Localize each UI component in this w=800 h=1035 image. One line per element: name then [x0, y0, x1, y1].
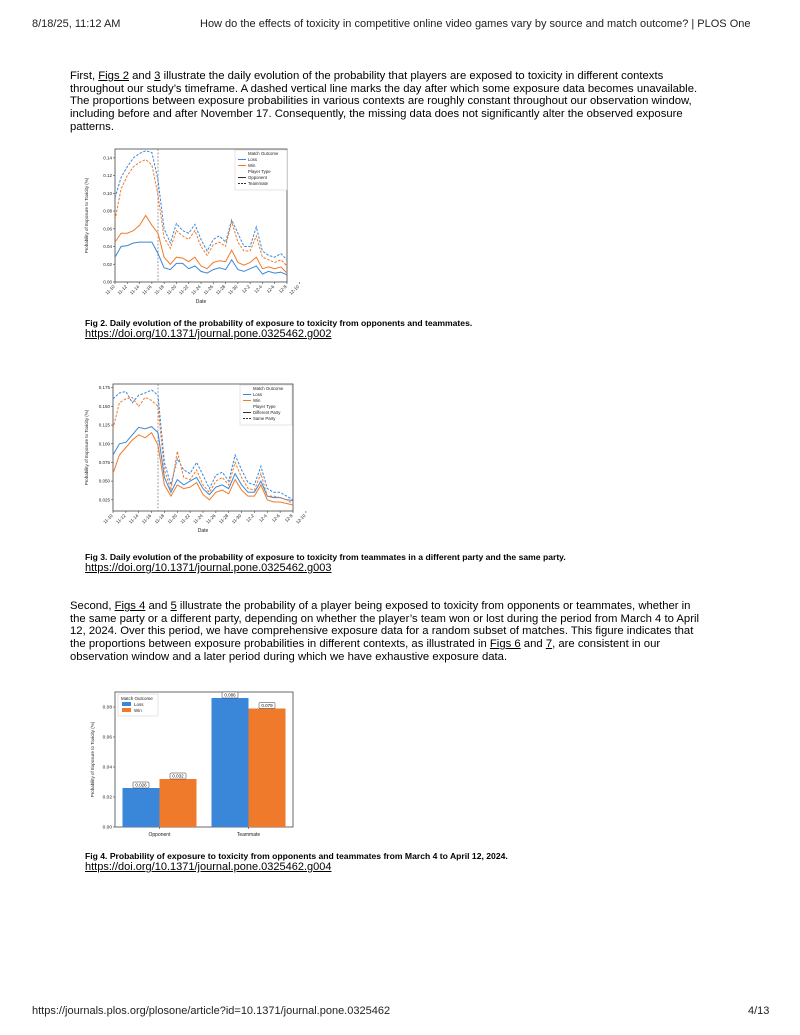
legend-title: Match Outcome — [121, 696, 153, 701]
link-fig-3[interactable]: 3 — [154, 70, 161, 82]
y-tick-label: 0.04 — [102, 765, 112, 771]
x-tick-label: 12-10 — [288, 284, 300, 296]
para1-text-2: and — [129, 70, 155, 82]
figure-4-caption: Fig 4. Probability of exposure to toxicity from opponents and teammates from March 4 to April 12, 2024. — [85, 851, 508, 861]
link-figs-2[interactable]: Figs 2 — [98, 70, 130, 82]
x-tick-label: 12-8 — [283, 513, 294, 524]
x-tick-label: 12-2 — [245, 513, 256, 524]
legend-entry: Same Party — [253, 416, 276, 421]
x-tick-label: 11-14 — [128, 284, 141, 296]
print-timestamp: 8/18/25, 11:12 AM — [32, 18, 121, 30]
para2-text-2: and — [145, 600, 171, 612]
figure-2-doi-link-wrap — [85, 328, 331, 340]
bar-win-opponent — [160, 779, 197, 827]
x-tick-label: 11-30 — [230, 513, 243, 525]
y-tick-label: 0.075 — [98, 459, 110, 465]
y-tick-label: 0.10 — [103, 190, 112, 196]
x-tick-label: 12-4 — [258, 513, 268, 524]
link-fig-7[interactable]: 7 — [545, 638, 553, 651]
y-tick-label: 0.08 — [103, 208, 112, 214]
legend-entry: Loss — [248, 157, 258, 162]
x-tick-label: 11-22 — [177, 284, 190, 296]
legend-entry: Win — [253, 398, 261, 403]
x-tick-label: 12-8 — [277, 284, 288, 295]
series-line-loss-opponent — [115, 242, 287, 275]
x-tick-label: 11-12 — [115, 513, 127, 525]
y-axis-label: Probability of Exposure to Toxicity (%) — [84, 177, 89, 254]
legend-entry: Loss — [253, 392, 263, 397]
link-figs-4[interactable]: Figs 4 — [114, 600, 146, 612]
x-axis-label: Date — [195, 299, 207, 305]
x-tick-label: 11-26 — [205, 513, 217, 525]
para1-text-1: First, — [70, 70, 99, 82]
legend-entry: Opponent — [248, 175, 267, 180]
print-url: https://journals.plos.org/plosone/article?id=10.1371/journal.pone.0325462 — [32, 1005, 391, 1017]
legend-entry: Win — [134, 708, 142, 713]
page-title: How do the effects of toxicity in competitive online video games vary by source and match outcome? | PLOS One — [200, 18, 751, 30]
y-tick-label: 0.150 — [98, 403, 110, 409]
x-axis-label: Date — [197, 528, 209, 534]
y-axis-label: Probability of Exposure to Toxicity (%) — [84, 409, 89, 486]
figure-4-doi-link-wrap — [85, 861, 331, 873]
y-tick-label: 0.00 — [103, 279, 112, 285]
data-label: 0.026 — [135, 782, 147, 788]
para2-text-1: Second, — [70, 600, 115, 612]
legend-entry: Player Type — [248, 169, 271, 174]
figure-3-caption: Fig 3. Daily evolution of the probability of exposure to toxicity from teammates in a different party and the same party. — [85, 552, 566, 562]
y-tick-label: 0.08 — [102, 705, 112, 711]
x-tick-label: 11-10 — [102, 513, 114, 525]
x-tick-label: 11-20 — [165, 284, 178, 296]
series-line-loss-different-party — [113, 427, 293, 501]
legend-entry: Win — [248, 163, 256, 168]
x-tick-label: 11-20 — [166, 513, 178, 525]
x-tick-label: 11-28 — [217, 513, 230, 525]
figure-3-doi-link[interactable]: https://doi.org/10.1371/journal.pone.0325462.g003 — [85, 562, 332, 574]
para2-text-4: and — [520, 638, 546, 651]
bar-loss-opponent — [123, 788, 160, 827]
x-tick-label: 12-4 — [253, 284, 264, 295]
x-tick-label: 12-2 — [240, 284, 251, 295]
legend-swatch — [122, 702, 131, 706]
page-number: 4/13 — [748, 1005, 770, 1017]
y-tick-label: 0.00 — [102, 825, 112, 831]
legend-entry: Player Type — [253, 404, 276, 409]
y-tick-label: 0.025 — [98, 497, 110, 503]
y-tick-label: 0.12 — [103, 173, 112, 179]
data-label: 0.086 — [224, 692, 236, 698]
legend-entry: Loss — [134, 702, 144, 707]
x-tick-label: 11-10 — [104, 284, 116, 296]
y-tick-label: 0.175 — [98, 385, 110, 391]
x-tick-label: 11-18 — [153, 513, 166, 525]
link-fig-5[interactable]: 5 — [170, 600, 177, 612]
x-tick-label: 11-18 — [153, 284, 165, 296]
x-tick-label: 12-6 — [270, 513, 281, 524]
x-tick-label: 12-10 — [294, 513, 307, 525]
para1-text-3: illustrate the daily evolution of the probability that players are exposed to toxicity in different contexts throughout our study’s timeframe. A dashed vertical line marks the day after which some exposure data becomes unavailable. The proportions between exposure probabilities in various contexts are roughly constant throughout our observation window, including before and after November 17. Consequently, the missing data does not significantly alter the observed exposure patterns. — [70, 70, 698, 133]
y-tick-label: 0.06 — [102, 735, 112, 741]
legend-entry: Different Party — [253, 410, 281, 415]
data-label: 0.032 — [172, 773, 184, 779]
bar-win-teammate — [249, 709, 286, 828]
y-tick-label: 0.100 — [98, 441, 110, 447]
paragraph-second — [70, 600, 700, 664]
y-tick-label: 0.050 — [98, 478, 110, 484]
y-tick-label: 0.02 — [103, 261, 112, 267]
x-tick-label: 11-14 — [127, 513, 140, 525]
y-tick-label: 0.02 — [102, 795, 112, 801]
y-tick-label: 0.04 — [103, 244, 112, 250]
x-tick-label: 11-24 — [192, 513, 204, 525]
paragraph-intro — [70, 70, 700, 134]
para2-text-5: , are consistent in our observation window and a later period during which we have exhaustive exposure data. — [70, 638, 661, 663]
x-tick-label: 11-22 — [179, 513, 191, 525]
figure-2-doi-link[interactable]: https://doi.org/10.1371/journal.pone.0325462.g002 — [85, 328, 332, 340]
figure-4-doi-link[interactable]: https://doi.org/10.1371/journal.pone.0325462.g004 — [85, 861, 332, 873]
x-tick-label: 11-24 — [190, 284, 202, 296]
x-tick-label: Teammate — [236, 832, 261, 838]
x-tick-label: 11-16 — [141, 284, 153, 296]
y-tick-label: 0.125 — [98, 422, 110, 428]
x-tick-label: 12-6 — [265, 284, 276, 295]
figure-2-chart — [80, 142, 300, 310]
figure-4-chart — [85, 688, 305, 838]
legend-entry: Match Outcome — [253, 386, 284, 391]
y-tick-label: 0.14 — [103, 155, 112, 161]
x-tick-label: 11-30 — [227, 284, 239, 296]
legend-swatch — [122, 708, 131, 712]
data-label: 0.079 — [261, 703, 273, 708]
legend-entry: Match Outcome — [248, 151, 279, 156]
figure-3-chart — [80, 380, 305, 540]
figure-3-doi-link-wrap — [85, 562, 331, 574]
x-tick-label: 11-26 — [202, 284, 214, 296]
x-tick-label: 11-16 — [140, 513, 153, 525]
figure-2-caption: Fig 2. Daily evolution of the probability of exposure to toxicity from opponents and teammates. — [85, 318, 473, 328]
y-tick-label: 0.06 — [103, 226, 112, 232]
x-tick-label: 11-12 — [116, 284, 128, 296]
link-figs-6[interactable]: Figs 6 — [489, 638, 521, 651]
y-axis-label: Probability of Exposure to Toxicity (%) — [90, 721, 95, 798]
x-tick-label: 11-28 — [214, 284, 227, 296]
legend-entry: Teammate — [248, 181, 269, 186]
bar-loss-teammate — [212, 698, 249, 827]
x-tick-label: Opponent — [148, 832, 171, 838]
para2-text-3: illustrate the probability of a player being exposed to toxicity from opponents or teammates, whether in the same party or a different party, depending on whether the player’s team won or lost during the period from March 4 to April 12, 2024. Over this period, we have comprehensive exposure data for a random subset of matches. This figure indicates that the proportions between exposure probabilities in different contexts, as illustrated in — [70, 600, 699, 651]
